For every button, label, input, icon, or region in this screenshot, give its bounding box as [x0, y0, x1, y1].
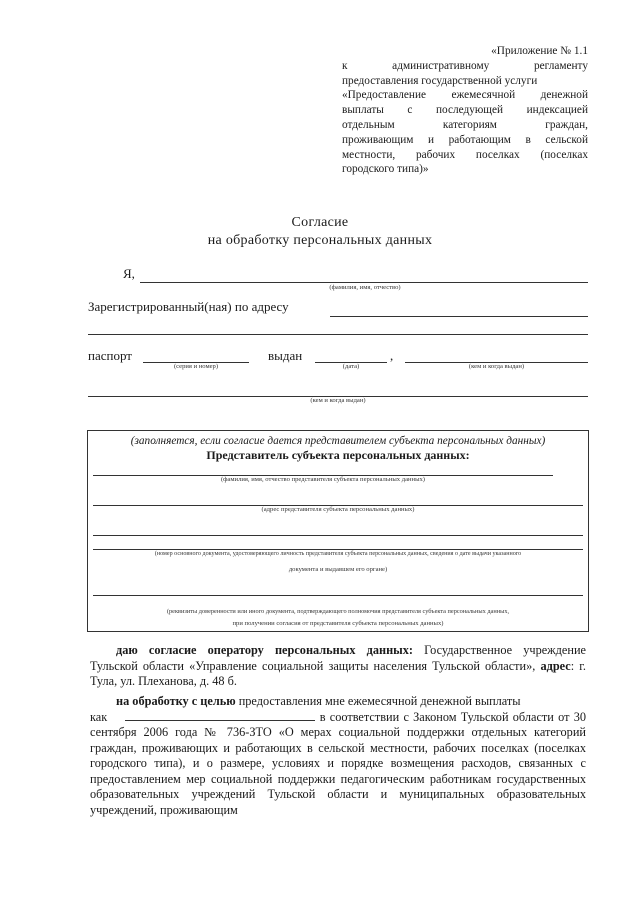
document-title: Согласие [291, 215, 349, 230]
comma: , [390, 348, 394, 363]
operator-address: : г. Тула, ул. Плеханова, д. 48 б. [90, 658, 586, 688]
representative-box [87, 430, 589, 632]
rep-document-caption: (номер основного документа, удостоверяющего личность представителя субъекта персональных данных, сведения о дате выдачи указанного [154, 551, 522, 557]
appendix-line: местности, рабочих поселках (поселках [342, 148, 588, 161]
representative-heading: Представитель субъекта персональных данных: [206, 448, 470, 462]
appendix-line: «Предоставление ежемесячной денежной [342, 89, 588, 102]
appendix-line: «Приложение № 1.1 [491, 45, 588, 57]
date-caption: (дата) [342, 363, 360, 370]
rep-address-field-2[interactable] [93, 535, 583, 536]
appendix-header [342, 44, 588, 177]
address-bold: адрес [535, 658, 571, 673]
law-text: в соответствии с Законом Тульской области от 30 сентября 2006 года № 736-ЗТО «О мерах социальной поддержки отдельных категорий граждан, проживающих и работающих в сельской местности, рабочих поселках (поселках городского типа), и о размере, условиях и порядке возмещения расходов, связанных с предоставлением мер социальной поддержки педагогическим работникам государственных образовательных учреждений Тульской области и муниципальных образовательных учреждений, проживающим [90, 709, 586, 817]
issuer-caption-2: (кем и когда выдан) [310, 397, 366, 404]
appendix-line: отдельным категориям граждан, [342, 118, 588, 131]
appendix-line: выплаты с последующей индексацией [342, 104, 588, 117]
rep-document-caption-2: документа и выдавшем его органе) [288, 566, 388, 573]
rep-address-caption: (адрес представителя субъекта персональных данных) [261, 506, 415, 513]
registered-label: Зарегистрированный(ная) по адресу [88, 299, 289, 314]
rep-proxy-caption-2: при получении согласия от представителя субъекта персональных данных) [232, 620, 444, 627]
address-field[interactable] [330, 316, 588, 317]
i-label: Я, [123, 266, 135, 281]
appendix-line: к административному регламенту [342, 59, 588, 72]
consent-operator-text: Государственное учреждение Тульской области «Управление социальной защиты населения Тульской области», [90, 643, 586, 673]
address-field-line2[interactable] [88, 334, 588, 335]
consent-paragraph [90, 643, 586, 690]
rep-name-caption: (фамилия, имя, отчество представителя субъекта персональных данных) [220, 476, 426, 483]
document-subtitle: на обработку персональных данных [207, 233, 433, 248]
appendix-line: городского типа)» [342, 163, 429, 176]
as-word: как [90, 709, 108, 724]
name-field[interactable] [140, 282, 588, 283]
representative-note: (заполняется, если согласие дается представителем субъекта персональных данных) [130, 435, 546, 447]
rep-proxy-caption: (реквизиты доверенности или иного документа, подтверждающего полномочия представителя субъекта персональных данных, [166, 608, 510, 615]
purpose-text: предоставления мне ежемесячной денежной выплаты [235, 694, 521, 708]
appendix-line: предоставления государственной услуги [342, 74, 538, 87]
issued-label: выдан [268, 348, 303, 363]
consent-give-bold: даю согласие оператору персональных данных: [116, 643, 414, 657]
passport-label: паспорт [88, 348, 132, 363]
appendix-line: проживающим и работающим в сельской [342, 133, 588, 146]
name-caption: (фамилия, имя, отчество) [329, 284, 401, 291]
purpose-bold: на обработку с целью [116, 694, 236, 708]
purpose-paragraph [90, 694, 586, 818]
series-caption: (серия и номер) [173, 363, 219, 370]
issuer-caption: (кем и когда выдан) [468, 363, 525, 370]
benefit-category-field[interactable] [125, 710, 315, 721]
rep-proxy-field[interactable] [93, 595, 583, 596]
